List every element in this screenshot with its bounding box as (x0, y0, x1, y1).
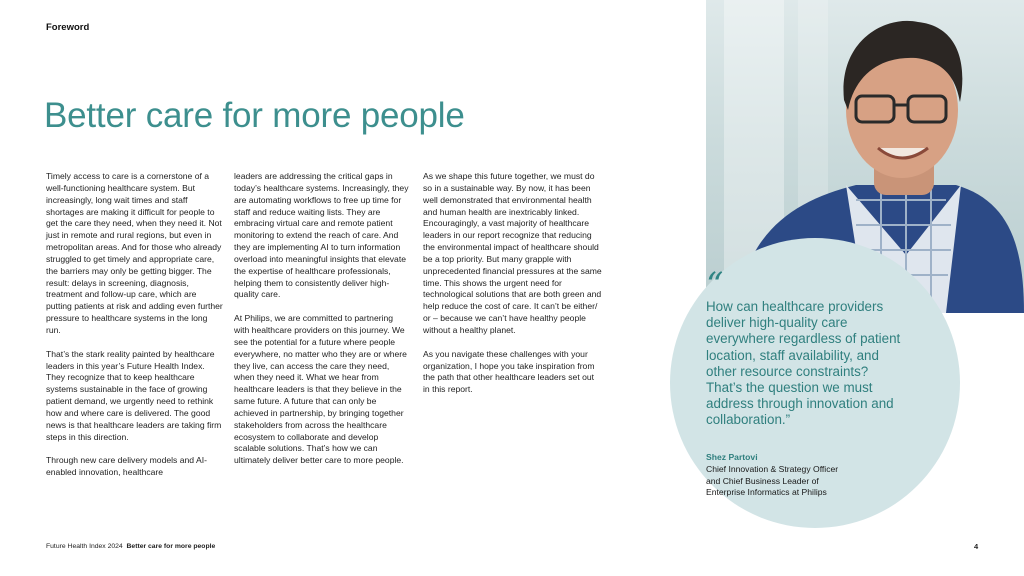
quote-author: Shez Partovi (706, 452, 758, 462)
page-title: Better care for more people (44, 96, 465, 135)
quotation-mark-icon: “ (706, 265, 724, 305)
role-line: Chief Innovation & Strategy Officer (706, 464, 839, 474)
section-label: Foreword (46, 22, 90, 33)
quote-author-role (706, 464, 906, 499)
footer-section-title: Better care for more people (126, 543, 216, 550)
paragraph: Timely access to care is a cornerstone of a well-functioning healthcare system. But increasingly, long wait times and staff shortages are making it difficult for people to get the care they need, when they need it. Not just in remote and rural regions, but even in metropolitan areas. And for those who already struggled to get timely and appropriate care, the barriers may only be getting bigger. The result: delays in screening, diagnosis, treatment and follow-up care, which are putting patients at risk and adding even further pressure to healthcare systems in the long run. (46, 171, 223, 335)
paragraph: Through new care delivery models and AI-enabled innovation, healthcare (46, 455, 207, 478)
paragraph: At Philips, we are committed to partnering with healthcare providers on this journey. We see the potential for a future where people everywhere, no matter who they are or where they live, can access the care they need, when they need it. What we hear from healthcare leaders is that they believe in the same future. A future that can only be achieved in partnership, by bringing together stakeholders from across the healthcare ecosystem to collaborate and develop scalable solutions. That’s how we can ultimately deliver better care to more people. (234, 313, 407, 466)
footer-publication: Future Health Index 2024 (46, 543, 123, 550)
footer (46, 543, 215, 550)
body-column-3 (423, 171, 603, 408)
role-line: and Chief Business Leader of (706, 475, 819, 486)
paragraph: As you navigate these challenges with your organization, I hope you take inspiration from the path that other healthcare leaders set out in this report. (423, 348, 595, 395)
pull-quote: How can healthcare providers deliver high-quality care everywhere regardless of patient location, staff availability, and other resource constraints? That’s the question we must address through innovation and collaboration.” (706, 299, 901, 428)
body-column-1 (46, 171, 224, 491)
page-number: 4 (974, 542, 979, 551)
body-column-2 (234, 171, 410, 479)
paragraph: leaders are addressing the critical gaps in today’s healthcare systems. Increasingly, they are automating workflows to free up time for staff and reduce waiting lists. They are embracing virtual care and remote patient monitoring to extend the reach of care. And they are implementing AI to turn information overload into meaningful insights that elevate the expertise of healthcare professionals, helping them to consistently deliver high-quality care. (234, 171, 409, 300)
role-line: Enterprise Informatics at Philips (706, 487, 827, 497)
paragraph: That’s the stark reality painted by healthcare leaders in this year’s Future Health Index. They recognize that to keep healthcare systems sustainable in the face of growing patient demand, we urgently need to rethink how and where care is delivered. The good news is that healthcare leaders are taking firm steps in this direction. (46, 348, 222, 442)
paragraph: As we shape this future together, we must do so in a sustainable way. By now, it has been well demonstrated that environmental health and human health are inextricably linked. Encouragingly, a vast majority of healthcare leaders in our report recognize that reducing the environmental impact of healthcare should be a top priority. But many grapple with unprecedented financial pressures at the same time. This shows the urgent need for technological solutions that are both green and help reduce the cost of care. It can’t be either/ or – because we can’t have healthy people without a healthy planet. (423, 171, 602, 335)
